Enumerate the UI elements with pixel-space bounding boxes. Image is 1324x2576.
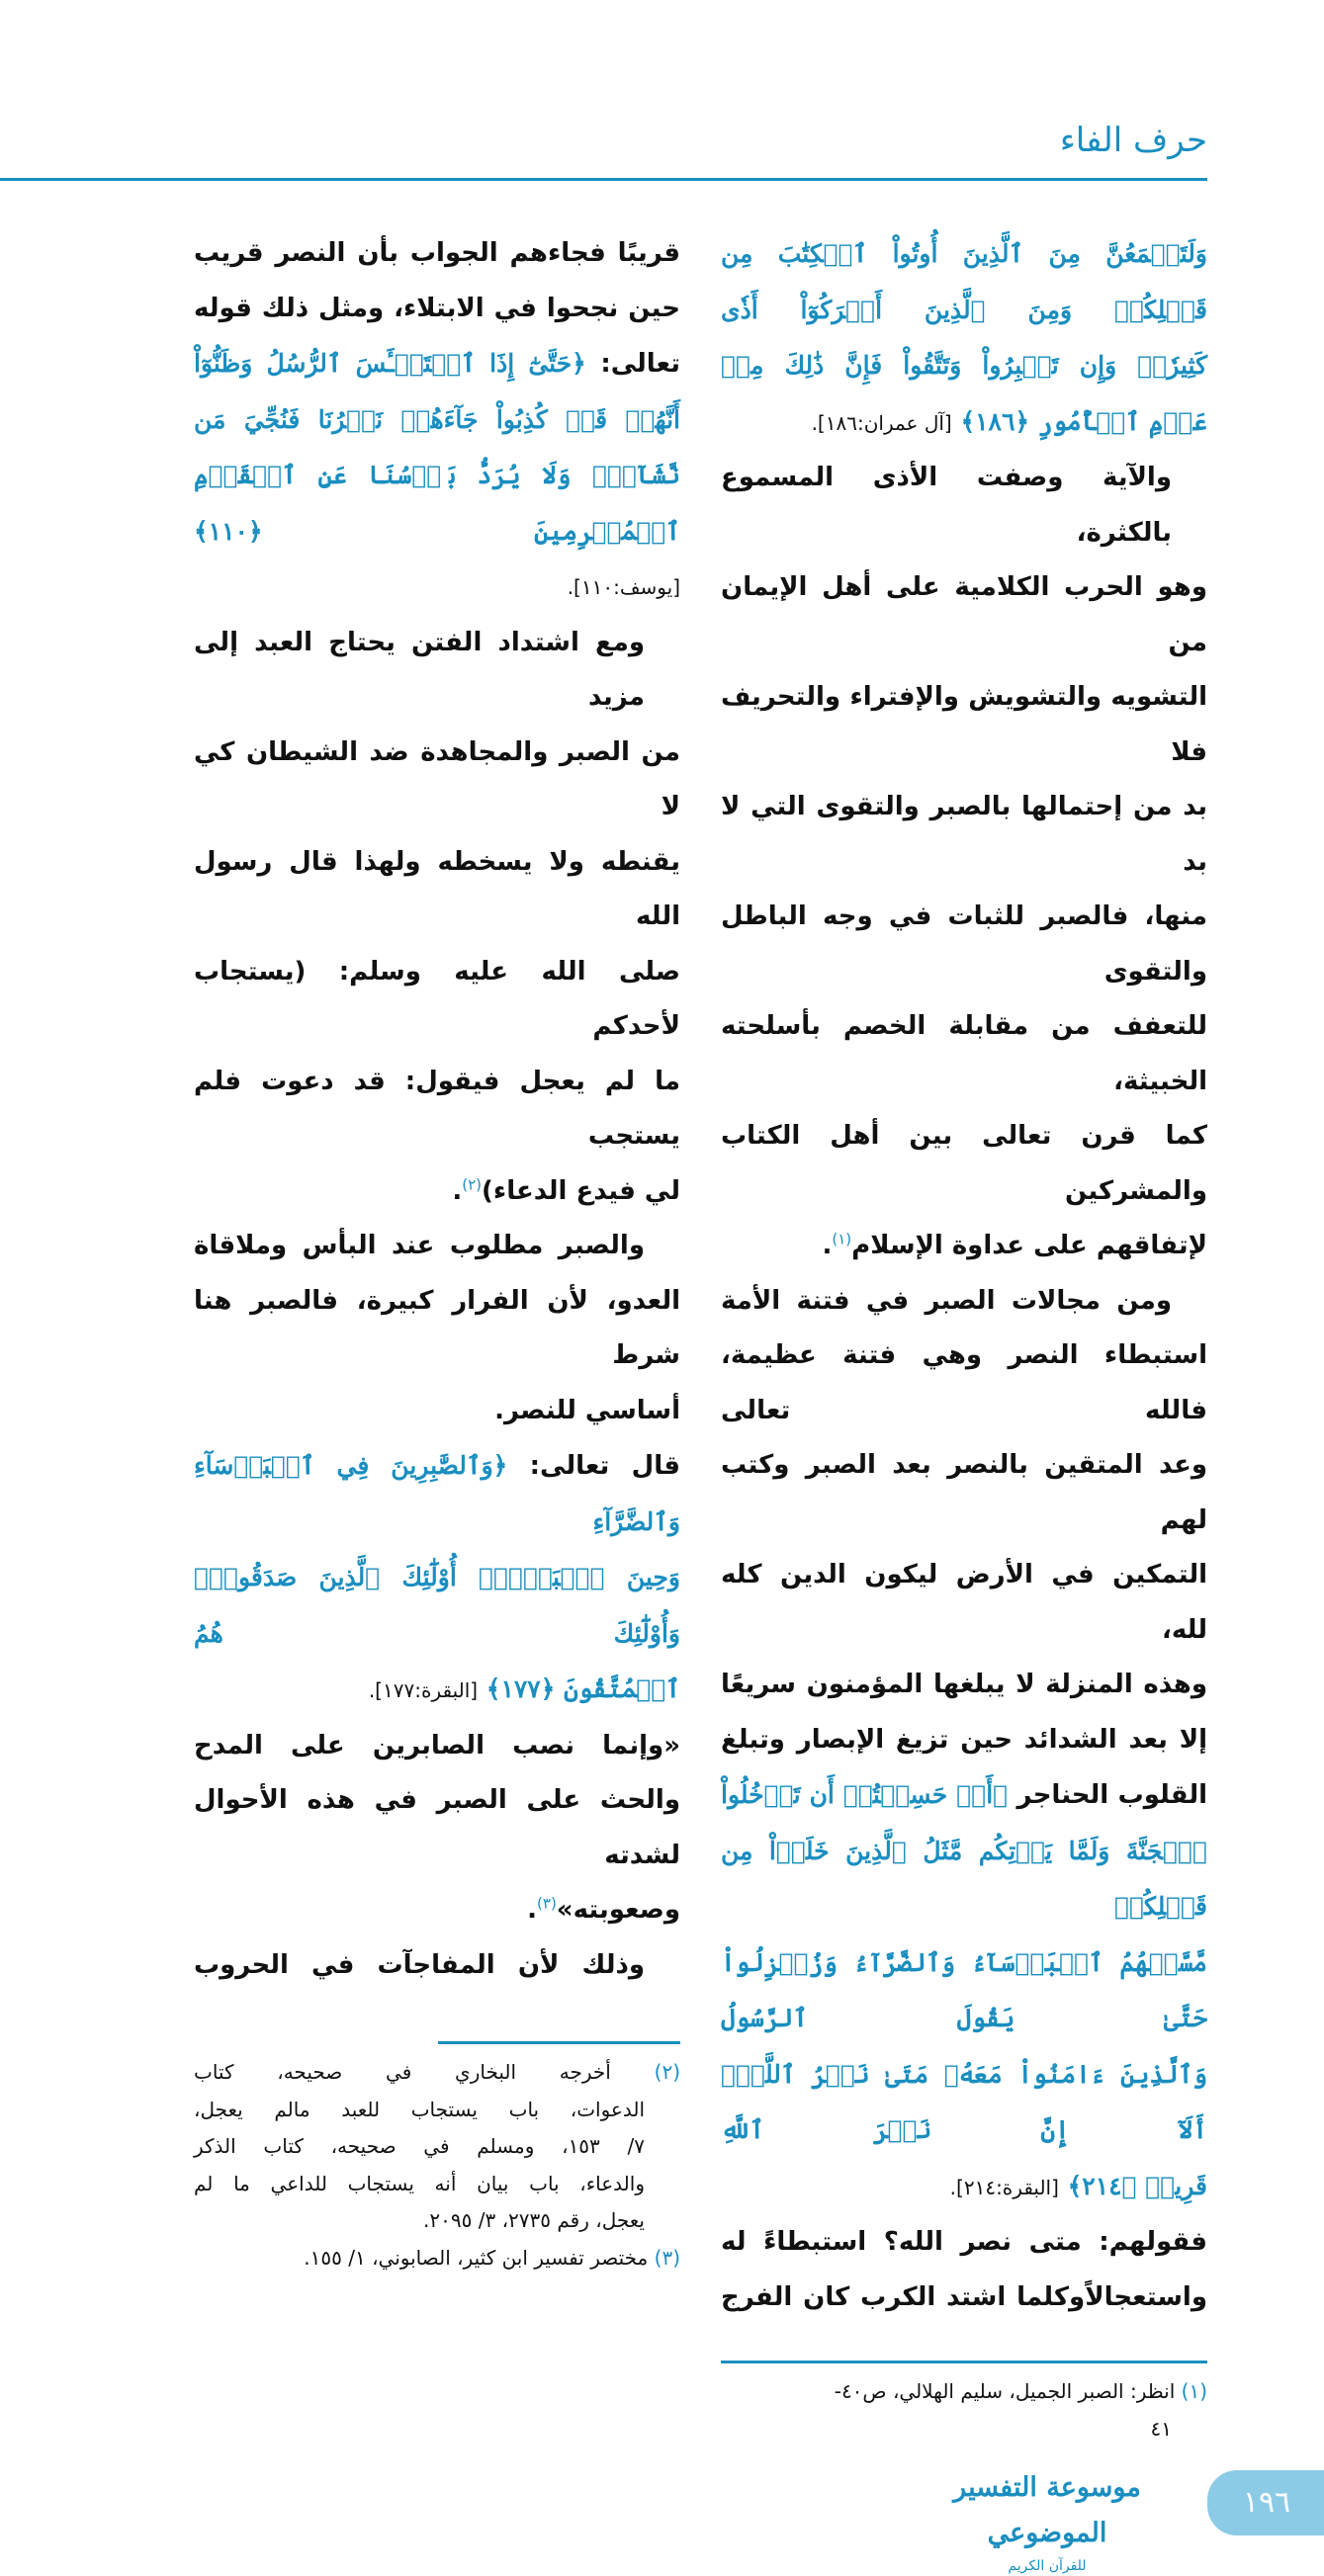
text-line	[721, 890, 1207, 999]
footnote-text: الدعوات، باب يستجاب للعبد مالم يعجل،	[194, 2097, 645, 2121]
body-text: لي فيدع الدعاء)	[482, 1175, 680, 1206]
body-text: للتعفف من مقابلة الخصم بأسلحته الخبيثة،	[721, 1011, 1207, 1096]
quran-verse: وَلَتَسۡمَعُنَّ مِنَ ٱلَّذِينَ أُوتُواْ ٱلۡكِتَٰبَ مِن	[721, 239, 1207, 268]
text-line	[194, 336, 680, 392]
body-text: صلى الله عليه وسلم: (يستجاب لأحدكم	[194, 956, 680, 1041]
text-line	[194, 726, 680, 835]
body-text: التشويه والتشويش والإفتراء والتحريف فلا	[721, 682, 1207, 767]
text-line	[194, 1164, 680, 1220]
chapter-title: حرف الفاء	[1059, 121, 1207, 160]
text-line	[721, 1274, 1207, 1330]
body-text: استبطاء النصر وهي فتنة عظيمة، فالله تعالى	[721, 1340, 1207, 1425]
body-text: حين نجحوا في الابتلاء، ومثل ذلك قوله	[194, 293, 680, 323]
body-text: قريبًا فجاءهم الجواب بأن النصر قريب	[194, 238, 680, 268]
right-column	[721, 226, 1207, 2325]
body-text: وهو الحرب الكلامية على أهل الإيمان من	[721, 572, 1207, 657]
text-line	[721, 1824, 1207, 1935]
text-line	[194, 282, 680, 337]
body-text: ومع اشتداد الفتن يحتاج العبد إلى مزيد	[194, 627, 645, 712]
body-text: أساسي للنصر.	[494, 1395, 680, 1425]
verse-reference: [البقرة:٢١٤].	[949, 2175, 1059, 2199]
text-line	[721, 670, 1207, 780]
body-text: ومن مجالات الصبر في فتنة الأمة	[721, 1285, 1172, 1316]
text-line	[721, 2159, 1207, 2216]
footnote-text: مختصر تفسير ابن كثير، الصابوني، ١/ ١٥٥.	[304, 2245, 649, 2270]
text-line	[194, 1438, 680, 1550]
text-line	[194, 2092, 680, 2129]
text-line	[194, 1219, 680, 1274]
text-line	[194, 448, 680, 559]
footnote-marker: (٢)	[462, 1174, 483, 1193]
body-text: .	[452, 1175, 463, 1206]
body-text: فقولهم: متى نصر الله؟ استبطاءً له	[721, 2227, 1207, 2257]
text-line	[721, 1935, 1207, 2047]
body-text: من الصبر والمجاهدة ضد الشيطان كي لا	[194, 736, 680, 821]
footnote-text: انظر: الصبر الجميل، سليم الهلالي، ص٤٠-	[834, 2379, 1176, 2403]
quran-verse: ﴿أَمۡ حَسِبۡتُمۡ أَن تَدۡخُلُواْ	[721, 1780, 1009, 1809]
footnote-marker: (١)	[832, 1230, 852, 1248]
footnote-text: ٤١	[1150, 2416, 1172, 2441]
quran-verse: ٱلۡجَنَّةَ وَلَمَّا يَأۡتِكُم مَّثَلُ ٱلَّذِينَ خَلَوۡاْ مِن قَبۡلِكُمۖ	[721, 1836, 1207, 1921]
body-text: وصعوبته»	[556, 1895, 680, 1925]
logo-title: موسوعة التفسير الموضوعي	[953, 2472, 1141, 2548]
body-text: والحث على الصبر في هذه الأحوال لشدته	[194, 1785, 680, 1870]
text-line	[194, 1883, 680, 1938]
text-line	[721, 394, 1207, 452]
text-line	[194, 1719, 680, 1774]
body-text: إلا بعد الشدائد حين تزيغ الإبصار وتبلغ	[721, 1724, 1207, 1755]
body-text: القلوب الحناجر	[1008, 1780, 1208, 1810]
text-line	[721, 2373, 1207, 2411]
footnote-number: (٢)	[610, 2060, 680, 2084]
body-text: «وإنما نصب الصابرين على المدح	[194, 1730, 680, 1760]
body-text: كما قرن تعالى بين أهل الكتاب والمشركين	[721, 1121, 1207, 1206]
footnote-text: يعجل، رقم ٢٧٣٥، ٣/ ٢٠٩٥.	[423, 2208, 645, 2232]
footnote-rule-left	[438, 2041, 680, 2044]
body-text: وعد المتقين بالنصر بعد الصبر وكتب لهم	[721, 1450, 1207, 1535]
body-text: وذلك لأن المفاجآت في الحروب	[194, 1949, 645, 1980]
text-line	[721, 999, 1207, 1109]
page-number: ١٩٦	[1207, 2470, 1324, 2535]
body-text: يقنطه ولا يسخطه ولهذا قال رسول الله	[194, 846, 680, 931]
body-text: التمكين في الأرض ليكون الدين كله لله،	[721, 1560, 1207, 1645]
text-line	[194, 1773, 680, 1883]
quran-verse: ٱلۡمُتَّقُونَ ﴿١٧٧﴾	[478, 1674, 680, 1703]
text-line	[194, 1274, 680, 1384]
text-line	[194, 616, 680, 726]
left-column-wrap	[194, 226, 680, 2276]
footnote-text: والدعاء، باب بيان أنه يستجاب للداعي ما لم	[194, 2171, 645, 2195]
text-line	[194, 1550, 680, 1662]
page-footer	[0, 2465, 1324, 2574]
text-line	[194, 1384, 680, 1439]
encyclopedia-logo	[924, 2465, 1171, 2574]
text-line	[721, 2271, 1207, 2326]
verse-reference: [البقرة:١٧٧].	[368, 1678, 479, 1702]
quran-verse: قَرِيبٞ ﴿٢١٤﴾	[1058, 2171, 1207, 2200]
text-line	[721, 560, 1207, 670]
text-line	[721, 1658, 1207, 1713]
text-line	[721, 1767, 1207, 1824]
body-text: وهذه المنزلة لا يبلغها المؤمنون سريعًا	[721, 1670, 1207, 1699]
text-line	[194, 835, 680, 945]
text-line	[721, 1329, 1207, 1438]
footnote-text: ٧/ ١٥٣، ومسلم في صحيحه، كتاب الذكر	[194, 2134, 645, 2158]
text-line	[721, 451, 1207, 560]
body-text: والصبر مطلوب عند البأس وملاقاة	[194, 1231, 645, 1260]
body-text: تعالى:	[585, 349, 680, 379]
text-line	[721, 1109, 1207, 1219]
quran-verse: كَثِيرٗاۚ وَإِن تَصۡبِرُواْ وَتَتَّقُواْ فَإِنَّ ذَٰلِكَ مِنۡ	[721, 351, 1207, 380]
text-line	[194, 392, 680, 449]
text-line	[194, 1938, 680, 1994]
quran-verse: ﴿حَتَّىٰٓ إِذَا ٱسۡتَيۡـَٔسَ ٱلرُّسُلُ وَظَنُّوٓاْ	[194, 349, 586, 378]
footnote-number: (١)	[1175, 2379, 1207, 2403]
quran-verse: ﴿وَٱلصَّٰبِرِينَ فِي ٱلۡبَأۡسَآءِ وَٱلضَّرَّآءِ	[194, 1451, 680, 1536]
text-line	[721, 1713, 1207, 1768]
text-line	[194, 559, 680, 616]
header-rule	[0, 178, 1207, 181]
quran-verse: وَحِينَ ٱلۡبَأۡسِۗ أُوْلَٰٓئِكَ ٱلَّذِينَ صَدَقُواْۖ وَأُوْلَٰٓئِكَ هُمُ	[194, 1563, 680, 1648]
footnotes-left	[194, 2054, 680, 2276]
body-text: .	[527, 1895, 538, 1925]
footnote-text: أخرجه البخاري في صحيحه، كتاب	[194, 2060, 611, 2084]
body-text: منها، فالصبر للثبات في وجه الباطل والتقوى	[721, 902, 1207, 987]
text-line	[194, 2054, 680, 2092]
two-column-body	[194, 0, 1207, 2447]
text-line	[721, 2047, 1207, 2159]
body-text: .	[822, 1231, 833, 1260]
body-text: ما لم يعجل فيقول: قد دعوت فلم يستجب	[194, 1066, 680, 1151]
text-line	[194, 1055, 680, 1164]
body-text: قال تعالى:	[507, 1451, 680, 1481]
text-line	[721, 283, 1207, 339]
logo-subtitle: للقرآن الكريم	[1008, 2558, 1087, 2574]
verse-reference: [آل عمران:١٨٦].	[811, 410, 952, 435]
text-line	[721, 338, 1207, 394]
footnote-number: (٣)	[648, 2245, 680, 2270]
text-line	[721, 2215, 1207, 2271]
footnote-rule-right	[721, 2361, 1207, 2363]
right-column-wrap	[721, 226, 1207, 2447]
text-line	[194, 2202, 680, 2240]
quran-verse: عَزۡمِ ٱلۡأُمُورِ ﴿١٨٦﴾	[951, 406, 1207, 436]
text-line	[194, 1662, 680, 1719]
quran-verse: قَبۡلِكُمۡ وَمِنَ ٱلَّذِينَ أَشۡرَكُوٓاْ أَذٗى	[721, 295, 1207, 324]
text-line	[721, 1548, 1207, 1658]
body-text: بد من إحتمالها بالصبر والتقوى التي لا بد	[721, 792, 1207, 877]
body-text: العدو، لأن الفرار كبيرة، فالصبر هنا شرط	[194, 1285, 680, 1370]
quran-verse: أَنَّهُمۡ قَدۡ كُذِبُواْ جَآءَهُمۡ نَصۡرُنَا فَنُجِّيَ مَن	[194, 404, 680, 434]
left-column	[194, 226, 680, 1993]
text-line	[721, 2411, 1207, 2448]
verse-reference: [يوسف:١١٠].	[567, 575, 680, 599]
quran-verse: نَّشَآءُۖ وَلَا يُرَدُّ بَأۡسُنَا عَنِ ٱلۡقَوۡمِ ٱلۡمُجۡرِمِينَ ﴿١١٠﴾	[194, 461, 680, 546]
footnote-marker: (٣)	[537, 1894, 557, 1913]
text-line	[721, 780, 1207, 890]
text-line	[721, 226, 1207, 283]
text-line	[194, 2240, 680, 2277]
text-line	[194, 945, 680, 1055]
text-line	[721, 1219, 1207, 1274]
text-line	[194, 2166, 680, 2203]
body-text: والآية وصفت الأذى المسموع بالكثرة،	[721, 463, 1172, 548]
quran-verse: وَٱلَّذِينَ ءَامَنُواْ مَعَهُۥ مَتَىٰ نَصۡرُ ٱللَّهِۗ أَلَآ إِنَّ نَصۡرَ ٱللَّهِ	[721, 2059, 1207, 2144]
body-text: لإتفاقهم على عداوة الإسلام	[851, 1231, 1207, 1260]
quran-verse: مَّسَّتۡهُمُ ٱلۡبَأۡسَآءُ وَٱلضَّرَّآءُ وَزُلۡزِلُواْ حَتَّىٰ يَقُولَ ٱلرَّسُولُ	[721, 1947, 1207, 2032]
text-line	[721, 1438, 1207, 1548]
text-line	[194, 2128, 680, 2166]
body-text: واستعجالاًوكلما اشتد الكرب كان الفرج	[721, 2281, 1207, 2312]
text-line	[194, 226, 680, 282]
footnotes-right	[721, 2373, 1207, 2447]
